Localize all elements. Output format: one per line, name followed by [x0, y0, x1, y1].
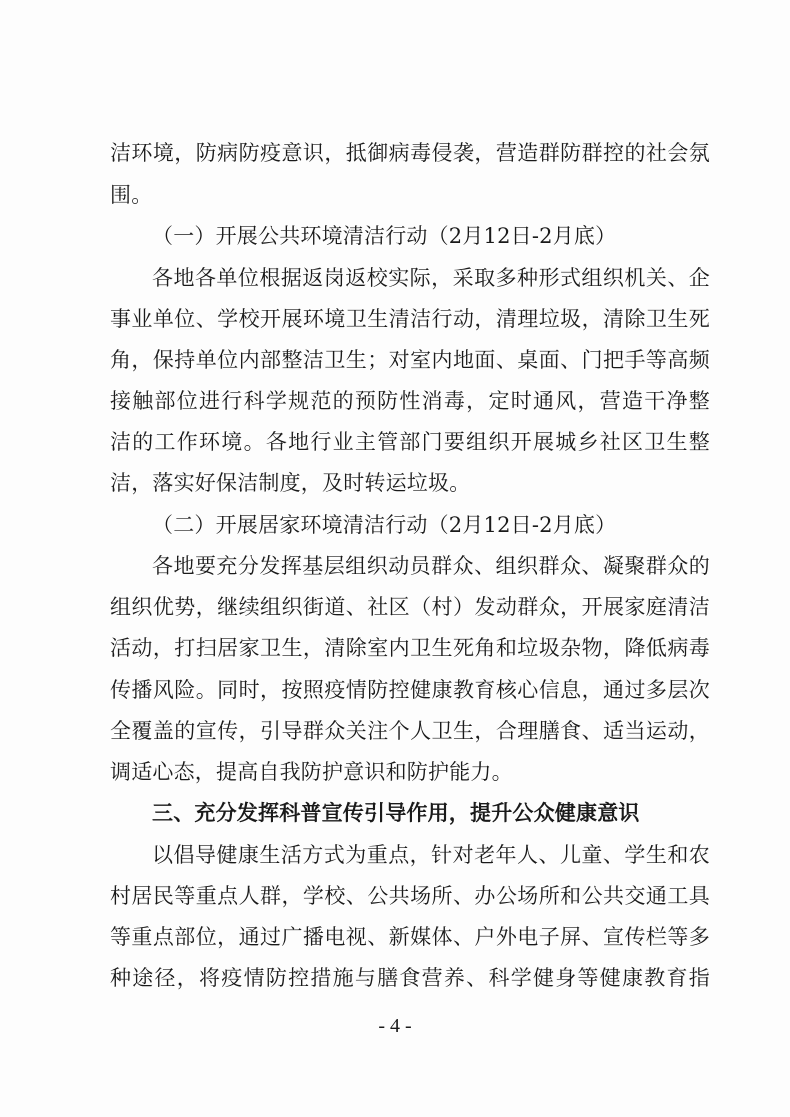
body-text-line: 洁，落实好保洁制度，及时转运垃圾。	[110, 471, 471, 495]
body-text-line: 围。	[110, 183, 153, 207]
section-heading: 三、充分发挥科普宣传引导作用，提升公众健康意识	[152, 801, 640, 825]
body-text-line: 村居民等重点人群，学校、公共场所、办公场所和公共交通工具	[110, 884, 710, 908]
subsection-heading: （一）开展公共环境清洁行动（2月12日-2月底）	[152, 224, 617, 248]
body-text-line: 以倡导健康生活方式为重点，针对老年人、儿童、学生和农	[152, 843, 710, 867]
body-text-line: 事业单位、学校开展环境卫生清洁行动，清理垃圾，清除卫生死	[110, 307, 710, 331]
body-text-line: 种途径，将疫情防控措施与膳食营养、科学健身等健康教育指	[110, 966, 710, 990]
body-text-line: 调适心态，提高自我防护意识和防护能力。	[110, 760, 513, 784]
body-text-line: 洁的工作环境。各地行业主管部门要组织开展城乡社区卫生整	[110, 430, 710, 454]
body-text-line: 传播风险。同时，按照疫情防控健康教育核心信息，通过多层次	[110, 678, 710, 702]
body-text-line: 角，保持单位内部整洁卫生；对室内地面、桌面、门把手等高频	[110, 348, 710, 372]
body-text-line: 组织优势，继续组织街道、社区（村）发动群众，开展家庭清洁	[110, 595, 710, 619]
body-text-line: 洁环境，防病防疫意识，抵御病毒侵袭，营造群防群控的社会氛	[110, 141, 710, 165]
body-text-line: 各地要充分发挥基层组织动员群众、组织群众、凝聚群众的	[152, 554, 710, 578]
body-text-line: 活动，打扫居家卫生，清除室内卫生死角和垃圾杂物，降低病毒	[110, 636, 710, 660]
body-text-line: 等重点部位，通过广播电视、新媒体、户外电子屏、宣传栏等多	[110, 925, 710, 949]
body-text-line: 接触部位进行科学规范的预防性消毒，定时通风，营造干净整	[110, 389, 710, 413]
body-text-line: 各地各单位根据返岗返校实际，采取多种形式组织机关、企	[152, 266, 710, 290]
body-text-line: 全覆盖的宣传，引导群众关注个人卫生，合理膳食、适当运动，	[110, 719, 710, 743]
subsection-heading: （二）开展居家环境清洁行动（2月12日-2月底）	[152, 513, 617, 537]
page-number: - 4 -	[378, 1015, 412, 1037]
